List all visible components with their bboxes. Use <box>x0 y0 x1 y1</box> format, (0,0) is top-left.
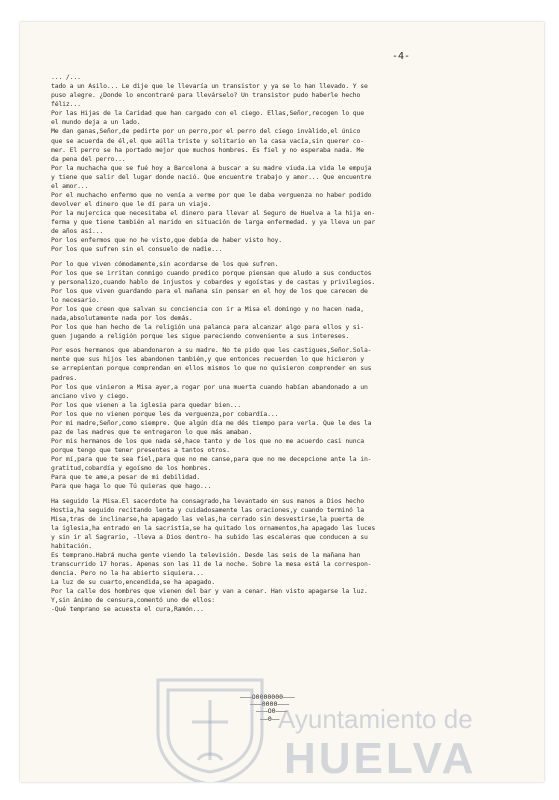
text-line: Por esos hermanos que abandonaron a su madre. No te pido que les castigues,Señor.Sola- <box>51 346 372 355</box>
text-line: Por mi madre,Señor,como siempre. Que algún día me dés tiempo para verla. Que le des la <box>51 418 372 427</box>
closing-ornament <box>240 694 295 723</box>
page-number: -4- <box>392 51 411 62</box>
text-line: Por los que vinieron a Misa ayer,a rogar por una muerta cuando habían abandonado a un <box>51 382 368 391</box>
text-line: Me dan ganas,Señor,de pedirte por un perro,por el perro del ciego invàlido,el único <box>51 127 361 136</box>
text-line: Para que haga lo que Tú quieras que hago... <box>51 482 212 491</box>
text-line: Por los enfermos que no he visto,que debía de haber visto hoy. <box>51 236 282 245</box>
text-line: Por los que vienen a la iglesia para quedar bien... <box>51 400 242 409</box>
coat-of-arms-icon <box>140 672 280 782</box>
text-line: porque tengo que tener presentes a tantos otros. <box>51 446 230 455</box>
text-line: que se acuerda de él,el que aúlla triste y solitario en la casa vacía,sin querer co- <box>51 136 364 145</box>
text-line: Por la muchacha que se fué hoy a Barcelona a buscar a su madre viuda.La vida le empuja <box>51 163 372 172</box>
text-line: Por los que no vienen porque les da verguenza,por cobardía... <box>51 409 279 418</box>
text-line: Por los que sufren sin el consuelo de nadie... <box>51 245 223 254</box>
body-text <box>51 73 535 615</box>
text-line: Y,sin ánimo de censura,comentó uno de ellos: <box>51 596 215 605</box>
document-page <box>20 22 544 782</box>
text-line: puso alegre. ¿Donde lo encontraré para llevárselo? Un transistor pudo haberle hecho <box>51 91 361 100</box>
text-line: devolver el dinero que le dí para un viaje. <box>51 200 212 209</box>
text-line: Por la mujercica que necesitaba el dinero para llevar al Seguro de Huelva a la hija en- <box>51 209 376 218</box>
text-line: nada,absolutamente nada por los demás. <box>51 314 193 323</box>
text-line: Por los que creen que salvan su conciencia con ir a Misa el domingo y no hacen nada, <box>51 304 364 313</box>
text-line: Por lo que viven cómodamente,sin acordarse de los que sufren. <box>51 259 279 268</box>
text-line: la iglesia,ha entrado en la sacristía,se ha quitado los ornamentos,ha apagado las luces <box>51 523 376 532</box>
text-line: gratitud,cobardía y egoísmo de los hombres. <box>51 464 212 473</box>
text-line: Por los que viven guardando para el mañana sin pensar en el hoy de los que carecen de <box>51 286 368 295</box>
text-line: padres. <box>51 373 78 382</box>
text-line: el mundo deja a un lado. <box>51 118 141 127</box>
watermark-title: Ayuntamiento de <box>278 704 473 734</box>
text-line: y tiene que salir del lugar donde nació. Que encuentre trabajo y amor... Que encuentre <box>51 172 372 181</box>
text-line: La luz de su cuarto,encendida,se ha apagado. <box>51 578 215 587</box>
text-line: Para que te ame,a pesar de mi debilidad. <box>51 473 201 482</box>
text-line: lo necesario. <box>51 295 100 304</box>
continuation-mark: ... /... <box>51 73 81 81</box>
text-line: da pena del perro... <box>51 154 126 163</box>
text-line: de años así... <box>51 227 104 236</box>
text-line: tado a un Asilo... Le dije que le llevaría un transistor y ya se lo han llevado. Y se <box>51 82 368 91</box>
text-line: el amor... <box>51 181 89 190</box>
text-line: transcurrido 17 horas. Apenas son las 11 de la noche. Sobre la mesa está la correspon- <box>51 560 372 569</box>
text-line: Por los que se irritan conmigo cuando predico porque piensan que aludo a sus conductos <box>51 268 372 277</box>
text-line: Por las Hijas de la Caridad que han cargado con el ciego. Ellas,Señor,recogen lo que <box>51 109 364 118</box>
watermark-city: HUELVA <box>284 734 477 782</box>
text-line: dencia. Pero no la ha abierto siquiera... <box>51 569 204 578</box>
text-line: mente que sus hijos les abandonen también,y que entonces recuerden lo que hicieron y <box>51 355 364 364</box>
text-line: y personalizo,cuando hablo de injustos y cobardes y egoístas y de castas y privilegios. <box>51 277 376 286</box>
text-line: Hostia,ha seguido recitando lenta y cuidadosamente las oraciones,y cuando terminó la <box>51 505 364 514</box>
text-line: Por la calle dos hombres que vienen del bar y van a cenar. Han visto apagarse la luz. <box>51 587 368 596</box>
text-line: ferma y que tiene también al marido en situación de larga enfermedad. y ya lleva un par <box>51 218 376 227</box>
text-line: paz de las madres que te entregaron lo que más amaban. <box>51 427 253 436</box>
ornament-line: ———O0——— <box>256 707 288 716</box>
text-line: -Qué temprano se acuesta el cura,Ramón... <box>51 605 204 614</box>
ornament-line: ——0—— <box>260 714 280 723</box>
text-line: guen jugando a religión porque les sigue pareciendo conveniente a sus intereses. <box>51 332 350 341</box>
text-line: Por el muchacho enfermo que no venía a verme por que le daba verguenza no haber podido <box>51 191 372 200</box>
text-line: Por mis hermanos de los que nada sé,hace tanto y de los que no me acuerdo casi nunca <box>51 437 364 446</box>
text-line: se arrepientan porque comprendan en ellos mismos lo que no quisieron comprender en sus <box>51 364 372 373</box>
text-line: Por los que han hecho de la religión una palanca para alcanzar algo para ellos y si- <box>51 323 364 332</box>
text-line: y sin ir al Sagrario, -lleva a Dios dentro- ha subido las escaleras que conducen a su <box>51 532 368 541</box>
text-line: mer. El perro se ha portado mejor que muchos hombres. Es fiel y no esperaba nada. Me <box>51 145 364 154</box>
ornament-line: ———O0000000——— <box>240 693 295 701</box>
text-line: Por mí,para que te sea fiel,para que no me canse,para que no me decepcione ante la in- <box>51 455 372 464</box>
text-line: féliz... <box>51 100 81 109</box>
text-line: Misa,tras de inclinarse,ha apagado las velas,ha cerrado sin desvestirse,la puerta de <box>51 514 364 523</box>
text-line: Ha seguido la Misa.El sacerdote ha consagrado,ha levantado en sus manos a Dios hecho <box>51 496 364 505</box>
text-line: habitación. <box>51 541 92 550</box>
ornament-line: ———0000——— <box>250 700 290 709</box>
text-line: Es temprano.Habrá mucha gente viendo la televisión. Desde las seis de la mañana han <box>51 550 361 559</box>
text-line: anciano vivo y ciego. <box>51 391 130 400</box>
